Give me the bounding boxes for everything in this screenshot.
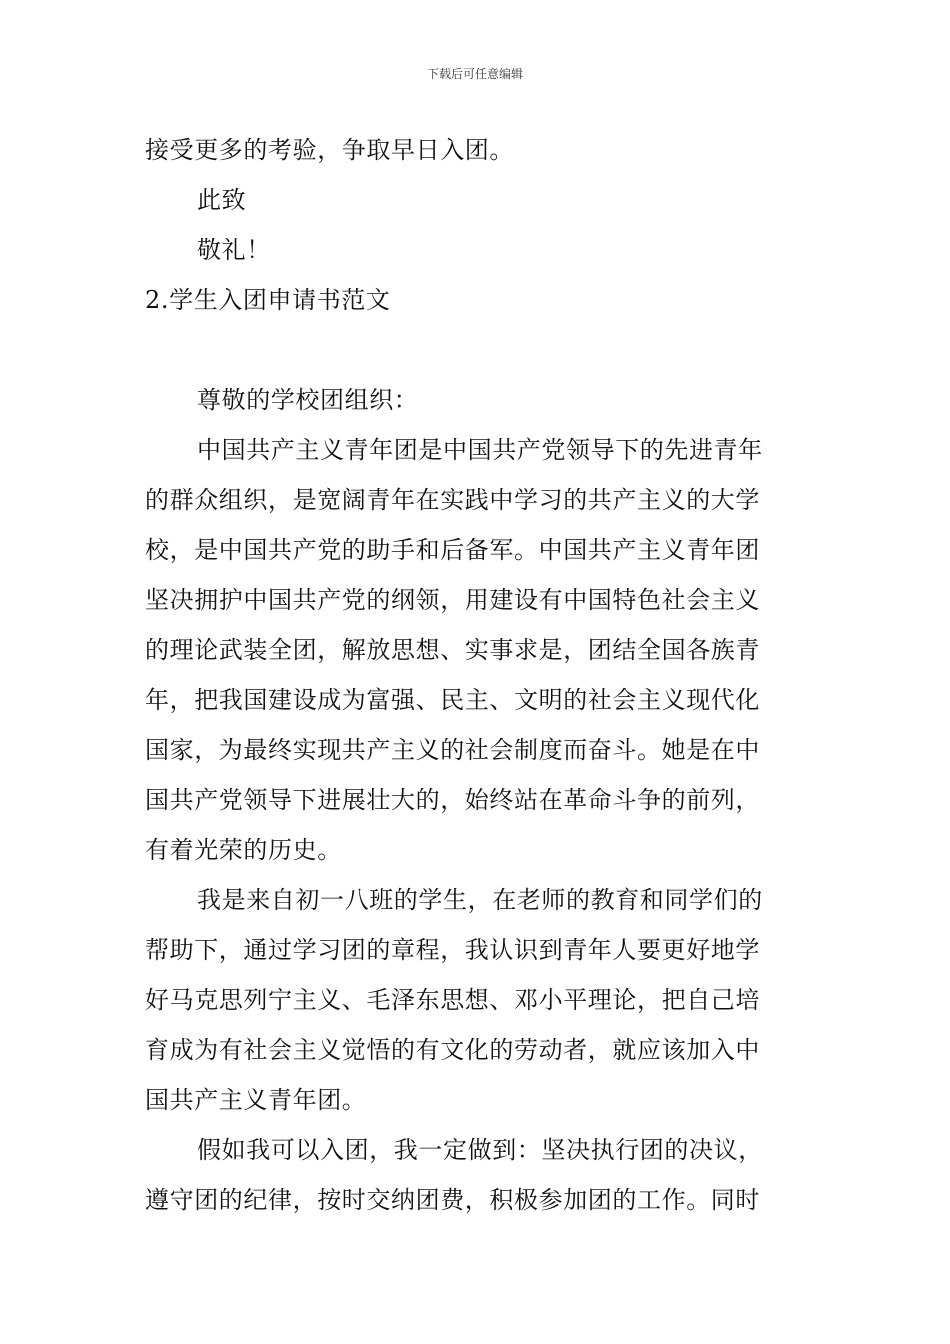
page-header-note: 下载后可任意编辑 (426, 67, 523, 81)
salutation-line: 敬礼！ (197, 236, 271, 264)
paragraph-line: 育成为有社会主义觉悟的有文化的劳动者，就应该加入中 (145, 1036, 760, 1064)
paragraph-line: 国共产主义青年团。 (145, 1086, 367, 1114)
document-body (145, 125, 815, 1225)
paragraph-line: 国共产党领导下进展壮大的，始终站在革命斗争的前列， (145, 786, 760, 814)
paragraph-line: 我是来自初一八班的学生，在老师的教育和同学们的 (197, 886, 763, 914)
paragraph-line: 校，是中国共产党的助手和后备军。中国共产主义青年团 (145, 536, 760, 564)
section-heading: 2.学生入团申请书范文 (145, 286, 391, 314)
paragraph-line: 假如我可以入团，我一定做到：坚决执行团的决议， (197, 1136, 763, 1164)
salutation-line: 此致 (197, 186, 247, 214)
paragraph-line: 帮助下，通过学习团的章程，我认识到青年人要更好地学 (145, 936, 760, 964)
greeting-line: 尊敬的学校团组织： (197, 386, 419, 414)
blank-line (145, 325, 815, 375)
paragraph-line: 有着光荣的历史。 (145, 836, 342, 864)
paragraph-line: 遵守团的纪律，按时交纳团费，积极参加团的工作。同时 (145, 1186, 760, 1214)
paragraph-line: 年，把我国建设成为富强、民主、文明的社会主义现代化 (145, 686, 760, 714)
paragraph-line: 国家，为最终实现共产主义的社会制度而奋斗。她是在中 (145, 736, 760, 764)
paragraph-line: 好马克思列宁主义、毛泽东思想、邓小平理论，把自己培 (145, 986, 760, 1014)
text-line: 接受更多的考验，争取早日入团。 (145, 136, 514, 164)
paragraph-line: 的理论武装全团，解放思想、实事求是，团结全国各族青 (145, 636, 760, 664)
paragraph-line: 的群众组织，是宽阔青年在实践中学习的共产主义的大学 (145, 486, 760, 514)
paragraph-line: 坚决拥护中国共产党的纲领，用建设有中国特色社会主义 (145, 586, 760, 614)
paragraph-line: 中国共产主义青年团是中国共产党领导下的先进青年 (197, 436, 763, 464)
